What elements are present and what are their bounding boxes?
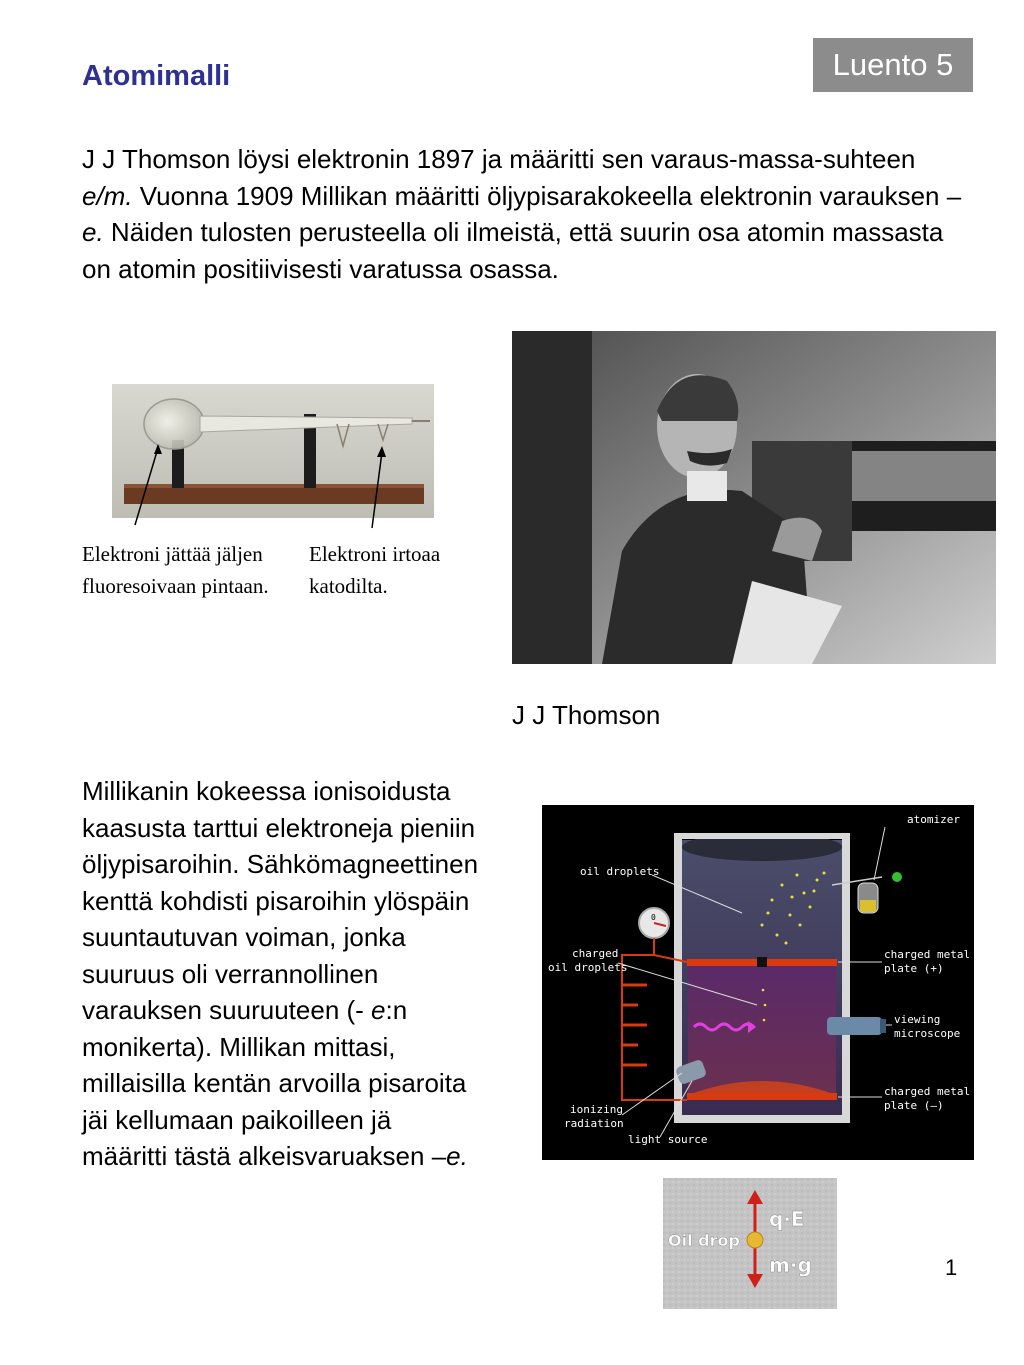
oil-drop-dot [747, 1232, 763, 1248]
page-title: Atomimalli [82, 60, 231, 92]
millikan-text: Millikanin kokeessa ionisoidusta kaasusta tarttui elektroneja pieniin öljypisaroihin. Sähkömagneettinen kenttä kohdisti pisaroihin ylöspäin suuntautuvan voiman, jonka suuruus oli verrannollinen varauksen suuruuteen (- [82, 776, 479, 1025]
caption-cathode-emission: Elektroni irtoaa katodilta. [309, 542, 441, 598]
oil-drop-force-diagram [663, 1178, 837, 1309]
intro-text: Näiden tulosten perusteella oli ilmeistä, että suurin osa atomin massasta on atomin positiivisesti varatussa osassa. [82, 217, 944, 284]
gauge-zero-label: 0 [651, 913, 656, 922]
upward-force-label: q·E [769, 1207, 805, 1231]
millikan-text: :n monikerta). Millikan mittasi, millaisilla kentän arvoilla pisaroita jäi kellumaan paikoilleen jä määritti tästä alkeisvaruaksen – [82, 995, 467, 1171]
oil-drop-label: Oil drop [668, 1231, 740, 1250]
lecture-badge: Luento 5 [813, 38, 973, 92]
label-microscope-line2: microscope [894, 1027, 961, 1040]
intro-paragraph [82, 141, 972, 287]
label-plate-plus-line1: charged metal [884, 948, 971, 961]
label-atomizer: atomizer [907, 813, 960, 826]
label-light-source: light source [628, 1133, 708, 1146]
downward-force-label: m·g [769, 1253, 812, 1277]
label-charged-oil-droplets-line1: charged [572, 947, 619, 960]
page-number: 1 [945, 1255, 958, 1280]
label-ionizing-line1: ionizing [570, 1103, 623, 1116]
label-plate-minus-line1: charged metal [884, 1085, 971, 1098]
label-charged-oil-droplets-line2: oil droplets [548, 961, 628, 974]
millikan-apparatus-diagram [542, 805, 974, 1160]
intro-em: e. [82, 217, 104, 247]
label-oil-droplets: oil droplets [580, 865, 660, 878]
intro-em: e/m. [82, 180, 133, 211]
negative-plate [687, 1093, 837, 1100]
millikan-em: e [371, 995, 386, 1025]
millikan-paragraph [82, 773, 482, 1175]
label-microscope-line1: viewing [894, 1013, 941, 1026]
label-plate-plus-line2: plate (+) [884, 962, 944, 975]
caption-pointer-lines [120, 440, 400, 530]
intro-text: J J Thomson löysi elektronin 1897 ja määritti sen varaus-massa-suhteen [82, 144, 916, 174]
millikan-em: e. [446, 1141, 468, 1171]
intro-text: Vuonna 1909 Millikan määritti öljypisarakokeella elektronin varauksen – [132, 180, 962, 211]
thomson-photo-caption: J J Thomson [512, 700, 661, 730]
caption-fluorescent-trace: Elektroni jättää jäljen fluoresoivaan pintaan. [82, 542, 269, 598]
label-ionizing-line2: radiation [564, 1117, 624, 1130]
label-plate-minus-line2: plate (–) [884, 1099, 944, 1112]
thomson-photo [512, 331, 996, 664]
